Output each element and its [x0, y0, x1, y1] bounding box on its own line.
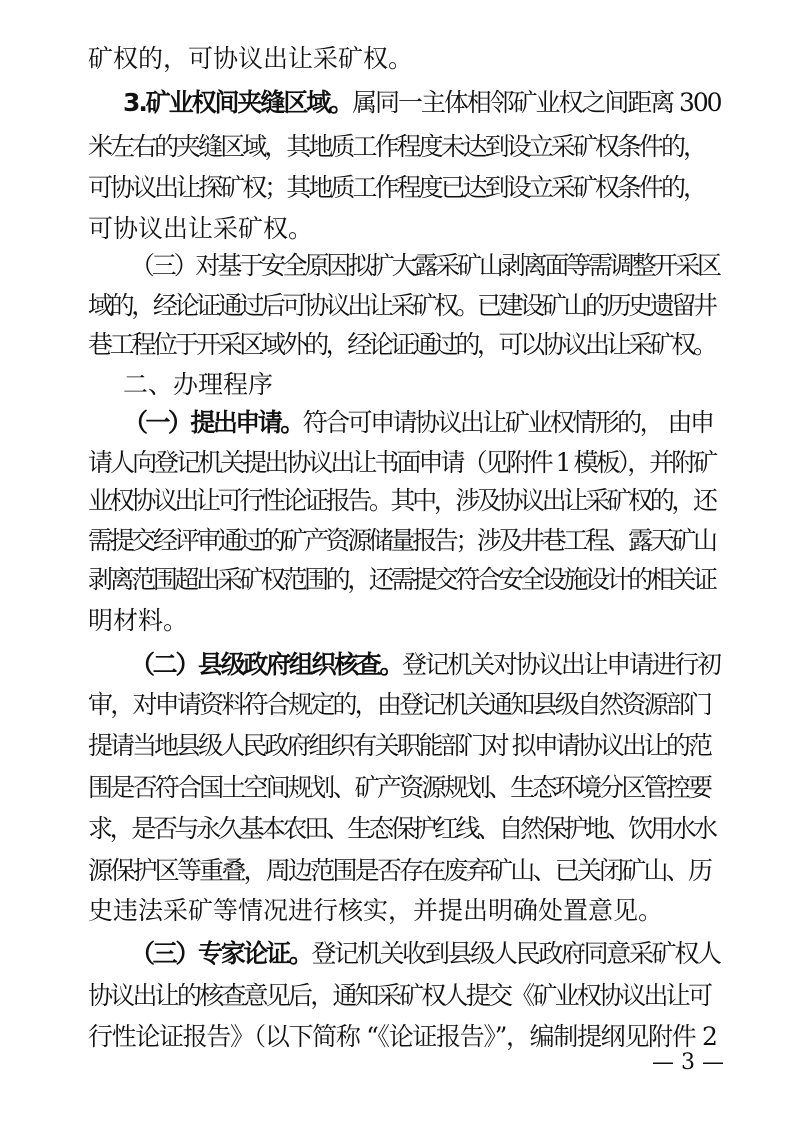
- text-line: [123, 368, 273, 402]
- text-line: [88, 854, 710, 888]
- bold-heading-text: （三）专家论证。: [130, 939, 312, 968]
- body-text: 围是否符合国土空间规划、矿产资源规划、生态环境分区管控要: [88, 773, 711, 802]
- body-text: 符合可申请协议出让矿业权情形的， 由申: [302, 408, 713, 437]
- text-line: [88, 894, 663, 928]
- page-number: — 3 —: [652, 1050, 724, 1075]
- text-line: [88, 688, 710, 722]
- text-line: [88, 42, 413, 76]
- text-line: [88, 484, 715, 518]
- body-text: 矿权的，可协议出让采矿权。: [88, 44, 414, 73]
- body-text: 行性论证报告》（以下简称 “《论证报告》”，编制提纲见附件 2: [88, 1022, 717, 1051]
- text-line: [88, 212, 313, 246]
- body-text: 属同一主体相邻矿业权之间距离 300: [352, 88, 721, 117]
- text-line: [130, 937, 720, 971]
- text-line: [130, 249, 719, 283]
- body-text: 协议出让的核查意见后，通知采矿权人提交《矿业权协议出让可: [88, 981, 711, 1010]
- body-text: 审，对申请资料符合规定的，由登记机关通知县级自然资源部门: [88, 690, 711, 719]
- text-line: [88, 812, 715, 846]
- body-text: 业权协议出让可行性论证报告。其中，涉及协议出让采矿权的，还: [88, 486, 715, 515]
- text-line: [88, 446, 715, 480]
- body-text: 源保护区等重叠，周边范围是否存在废弃矿山、已关闭矿山、历: [88, 856, 711, 885]
- body-text: 剥离范围超出采矿权范围的，还需提交符合安全设施设计的相关证: [88, 565, 715, 594]
- text-line: [88, 171, 705, 205]
- body-text: 米左右的夹缝区域，其地质工作程度未达到设立采矿权条件的，: [88, 132, 706, 161]
- bold-heading-text: 3.矿业权间夹缝区域。: [123, 88, 353, 117]
- bold-heading-text: （一）提出申请。: [123, 408, 303, 437]
- text-line: [88, 130, 705, 164]
- text-line: [88, 604, 188, 638]
- body-text: 二、办理程序: [123, 370, 274, 399]
- body-text: 请人向登记机关提出协议出让书面申请（见附件 1 模板），并附矿: [88, 448, 716, 477]
- body-text: 可协议出让采矿权。: [88, 214, 314, 243]
- text-line: [88, 328, 715, 362]
- body-text: 巷工程位于开采区域外的，经论证通过的，可以协议出让采矿权。: [88, 330, 715, 359]
- text-line: [88, 563, 715, 597]
- body-text: 登记机关收到县级人民政府同意采矿权人: [311, 939, 720, 968]
- text-line: [88, 1020, 717, 1054]
- body-text: 求，是否与永久基本农田、生态保护红线、自然保护地、饮用水水: [88, 814, 715, 843]
- text-line: [88, 729, 710, 763]
- body-text: （三）对基于安全原因拟扩大露采矿山剥离面等需调整开采区: [130, 251, 719, 280]
- text-line: [88, 289, 715, 323]
- body-text: 登记机关对协议出让申请进行初: [402, 650, 720, 679]
- text-line: [88, 771, 710, 805]
- body-text: 史违法采矿等情况进行核实，并提出明确处置意见。: [88, 896, 664, 925]
- body-text: 明材料。: [88, 606, 189, 635]
- text-line: [123, 406, 712, 440]
- bold-heading-text: （二）县级政府组织核查。: [130, 650, 403, 679]
- text-line: [123, 86, 721, 120]
- text-line: [130, 648, 720, 682]
- text-line: [88, 979, 710, 1013]
- body-text: 提请当地县级人民政府组织有关职能部门对 拟申请协议出让的范: [88, 731, 710, 760]
- body-text: 可协议出让探矿权；其地质工作程度已达到设立采矿权条件的，: [88, 173, 706, 202]
- body-text: 域的，经论证通过后可协议出让采矿权。已建设矿山的历史遗留井: [88, 291, 715, 320]
- text-line: [88, 524, 715, 558]
- body-text: 需提交经评审通过的矿产资源储量报告；涉及井巷工程、露天矿山: [88, 526, 715, 555]
